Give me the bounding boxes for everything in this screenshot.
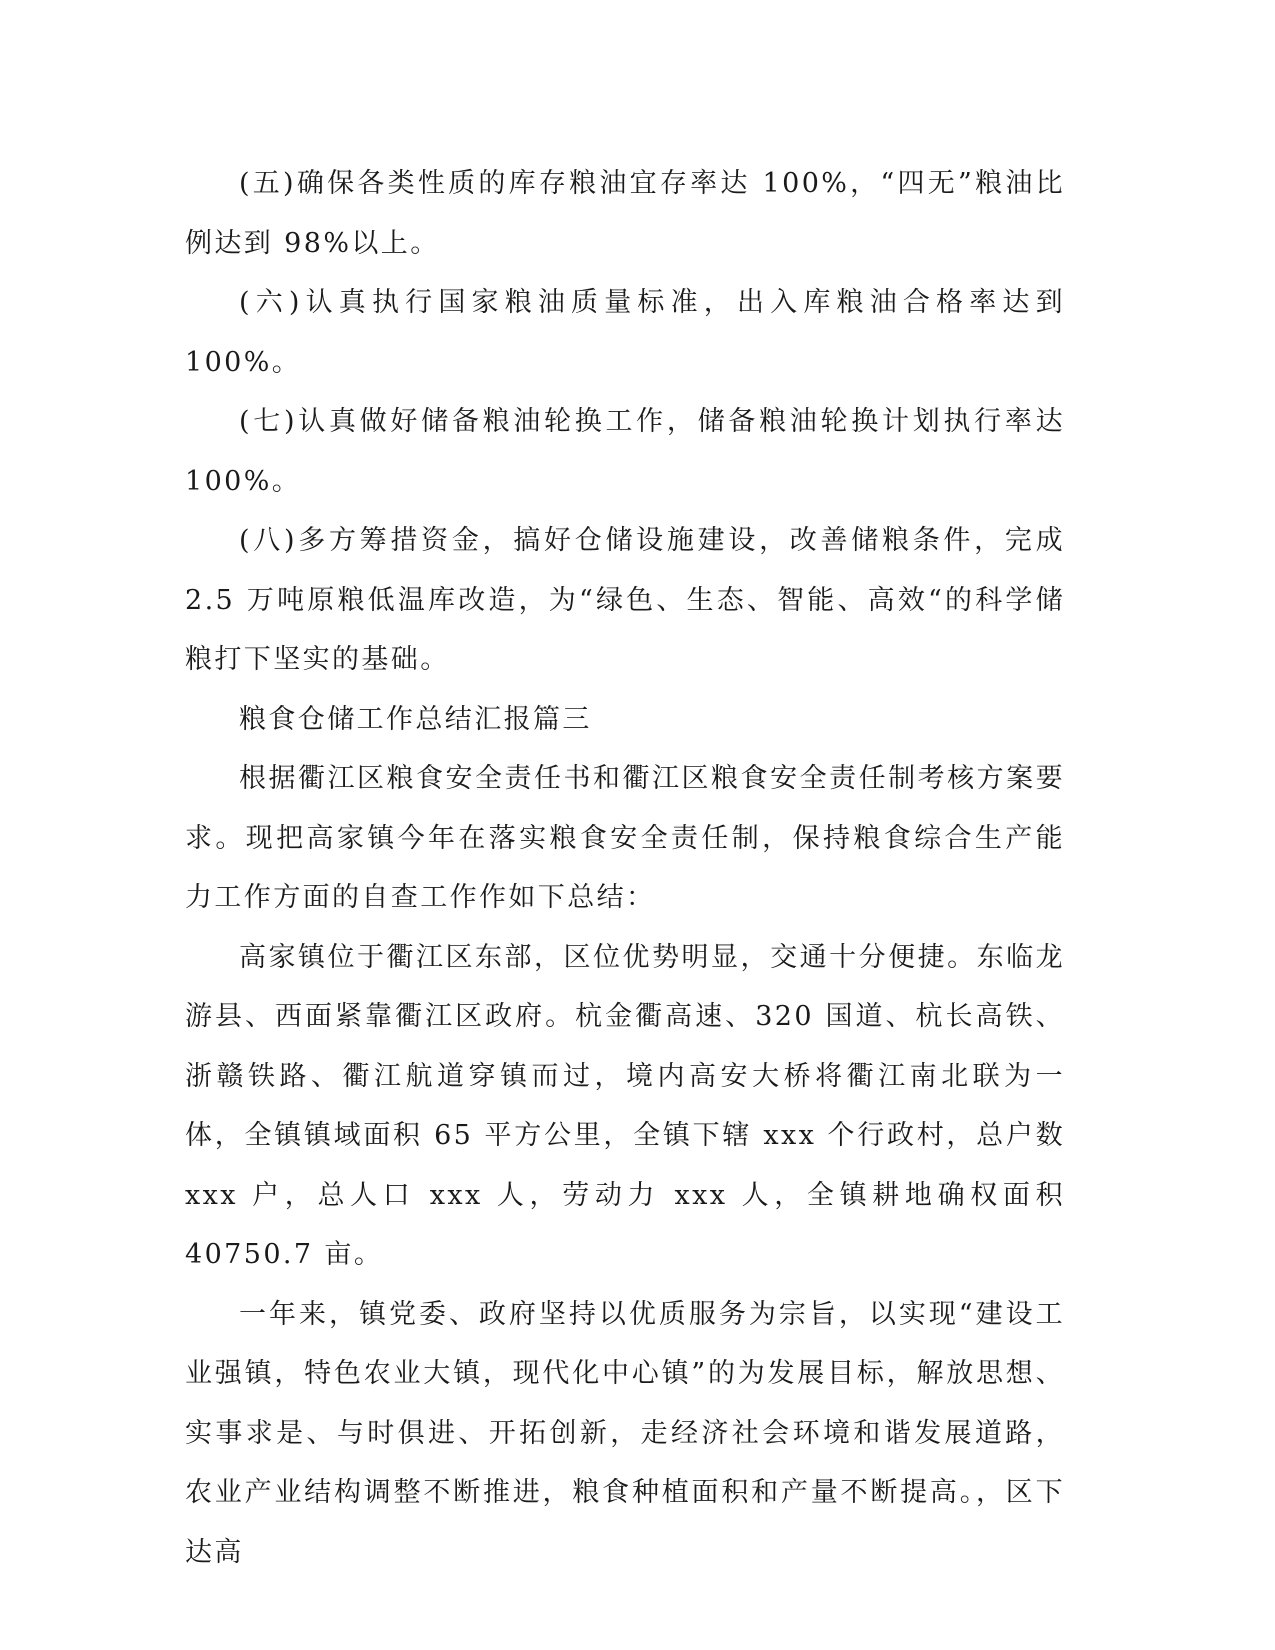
paragraph-intro: 根据衢江区粮食安全责任书和衢江区粮食安全责任制考核方案要求。现把高家镇今年在落实粮食安全责任制，保持粮食综合生产能力工作方面的自查工作作如下总结： [185, 763, 1065, 913]
paragraph-item-5: (五)确保各类性质的库存粮油宜存率达 100%，“四无”粮油比例达到 98%以上。 [185, 168, 1065, 259]
paragraph-item-7: (七)认真做好储备粮油轮换工作，储备粮油轮换计划执行率达 100%。 [185, 406, 1065, 497]
paragraph-item-8: (八)多方筹措资金，搞好仓储设施建设，改善储粮条件，完成 2.5 万吨原粮低温库改造，为“绿色、生态、智能、高效“的科学储粮打下坚实的基础。 [185, 525, 1065, 675]
paragraph-town-overview: 高家镇位于衢江区东部，区位优势明显，交通十分便捷。东临龙游县、西面紧靠衢江区政府。杭金衢高速、320 国道、杭长高铁、浙赣铁路、衢江航道穿镇而过，境内高安大桥将衢江南北联为一体，全镇镇域面积 65 平方公里，全镇下辖 xxx 个行政村，总户数 xxx 户，总人口 xxx 人，劳动力 xxx 人，全镇耕地确权面积 40750.7 亩。 [185, 941, 1065, 1270]
paragraph-annual-summary: 一年来，镇党委、政府坚持以优质服务为宗旨，以实现“建设工业强镇，特色农业大镇，现代化中心镇”的为发展目标，解放思想、实事求是、与时俱进、开拓创新，走经济社会环境和谐发展道路，农业产业结构调整不断推进，粮食种植面积和产量不断提高。，区下达高 [185, 1298, 1065, 1568]
document-body [185, 154, 1065, 1582]
section-heading: 粮食仓储工作总结汇报篇三 [239, 703, 592, 735]
paragraph-item-6: (六)认真执行国家粮油质量标准，出入库粮油合格率达到 100%。 [185, 287, 1065, 378]
